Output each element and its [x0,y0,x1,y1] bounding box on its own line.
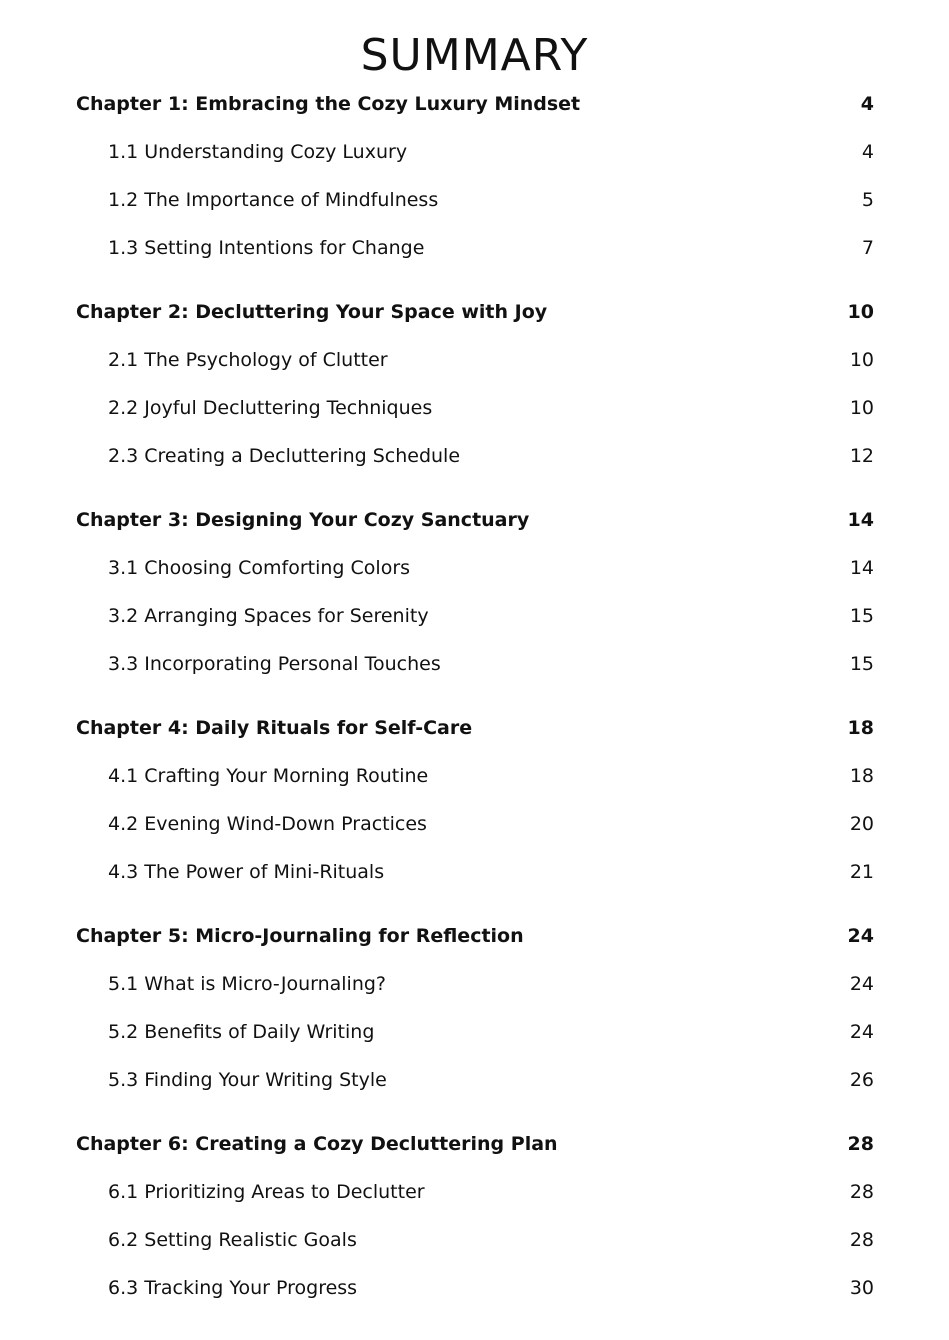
section-title: 3.3 Incorporating Personal Touches [108,653,441,675]
chapter-title: Chapter 3: Designing Your Cozy Sanctuary [76,509,530,531]
section-title: 5.1 What is Micro-Journaling? [108,973,387,995]
section-title: 4.1 Crafting Your Morning Routine [108,765,429,787]
chapter-title: Chapter 5: Micro-Journaling for Reflection [76,925,524,947]
page-number: 18 [849,765,874,787]
page-number: 18 [847,717,874,739]
page-number: 14 [849,557,874,579]
chapter-entry[interactable] [76,500,874,548]
page-number: 14 [847,509,874,531]
chapter-title: Chapter 1: Embracing the Cozy Luxury Mindset [76,93,581,115]
page-number: 24 [849,973,874,995]
section-title: 5.2 Benefits of Daily Writing [108,1021,375,1043]
chapter-4 [76,708,874,900]
chapter-2 [76,292,874,484]
section-entry[interactable] [76,596,874,644]
section-entry[interactable] [76,804,874,852]
section-title: 6.2 Setting Realistic Goals [108,1229,357,1251]
section-title: 2.1 The Psychology of Clutter [108,349,388,371]
chapter-entry[interactable] [76,84,874,132]
section-entry[interactable] [76,388,874,436]
section-title: 2.3 Creating a Decluttering Schedule [108,445,461,467]
page-number: 28 [849,1181,874,1203]
chapter-5 [76,916,874,1108]
page-number: 4 [860,93,874,115]
page-number: 12 [849,445,874,467]
chapter-6 [76,1124,874,1316]
page-number: 24 [847,925,874,947]
section-entry[interactable] [76,340,874,388]
page-number: 5 [861,189,874,211]
page-number: 20 [849,813,874,835]
page-number: 30 [849,1277,874,1299]
section-entry[interactable] [76,644,874,692]
chapter-entry[interactable] [76,292,874,340]
section-entry[interactable] [76,436,874,484]
table-of-contents [76,84,874,1332]
section-entry[interactable] [76,1220,874,1268]
page-number: 10 [849,397,874,419]
section-title: 3.2 Arranging Spaces for Serenity [108,605,429,627]
section-entry[interactable] [76,548,874,596]
chapter-3 [76,500,874,692]
section-entry[interactable] [76,132,874,180]
section-entry[interactable] [76,1012,874,1060]
chapter-title: Chapter 2: Decluttering Your Space with Joy [76,301,548,323]
chapter-entry[interactable] [76,1124,874,1172]
page-title: SUMMARY [360,30,589,81]
section-entry[interactable] [76,228,874,276]
section-title: 6.1 Prioritizing Areas to Declutter [108,1181,425,1203]
page-number: 10 [847,301,874,323]
section-title: 4.2 Evening Wind-Down Practices [108,813,427,835]
section-title: 1.3 Setting Intentions for Change [108,237,425,259]
page-number: 15 [849,605,874,627]
page-number: 7 [861,237,874,259]
page-number: 26 [849,1069,874,1091]
page-number: 21 [849,861,874,883]
section-entry[interactable] [76,964,874,1012]
page-number: 28 [847,1133,874,1155]
chapter-entry[interactable] [76,916,874,964]
section-entry[interactable] [76,180,874,228]
section-entry[interactable] [76,852,874,900]
section-title: 5.3 Finding Your Writing Style [108,1069,387,1091]
section-title: 2.2 Joyful Decluttering Techniques [108,397,433,419]
chapter-title: Chapter 6: Creating a Cozy Decluttering Plan [76,1133,558,1155]
page-number: 24 [849,1021,874,1043]
section-entry[interactable] [76,1060,874,1108]
chapter-1 [76,84,874,276]
section-title: 1.2 The Importance of Mindfulness [108,189,439,211]
page-number: 28 [849,1229,874,1251]
section-entry[interactable] [76,1268,874,1316]
page-number: 4 [861,141,874,163]
page-number: 10 [849,349,874,371]
chapter-title: Chapter 4: Daily Rituals for Self-Care [76,717,473,739]
section-title: 6.3 Tracking Your Progress [108,1277,358,1299]
chapter-entry[interactable] [76,708,874,756]
section-title: 1.1 Understanding Cozy Luxury [108,141,408,163]
page-number: 15 [849,653,874,675]
section-entry[interactable] [76,756,874,804]
section-entry[interactable] [76,1172,874,1220]
section-title: 3.1 Choosing Comforting Colors [108,557,411,579]
section-title: 4.3 The Power of Mini-Rituals [108,861,385,883]
